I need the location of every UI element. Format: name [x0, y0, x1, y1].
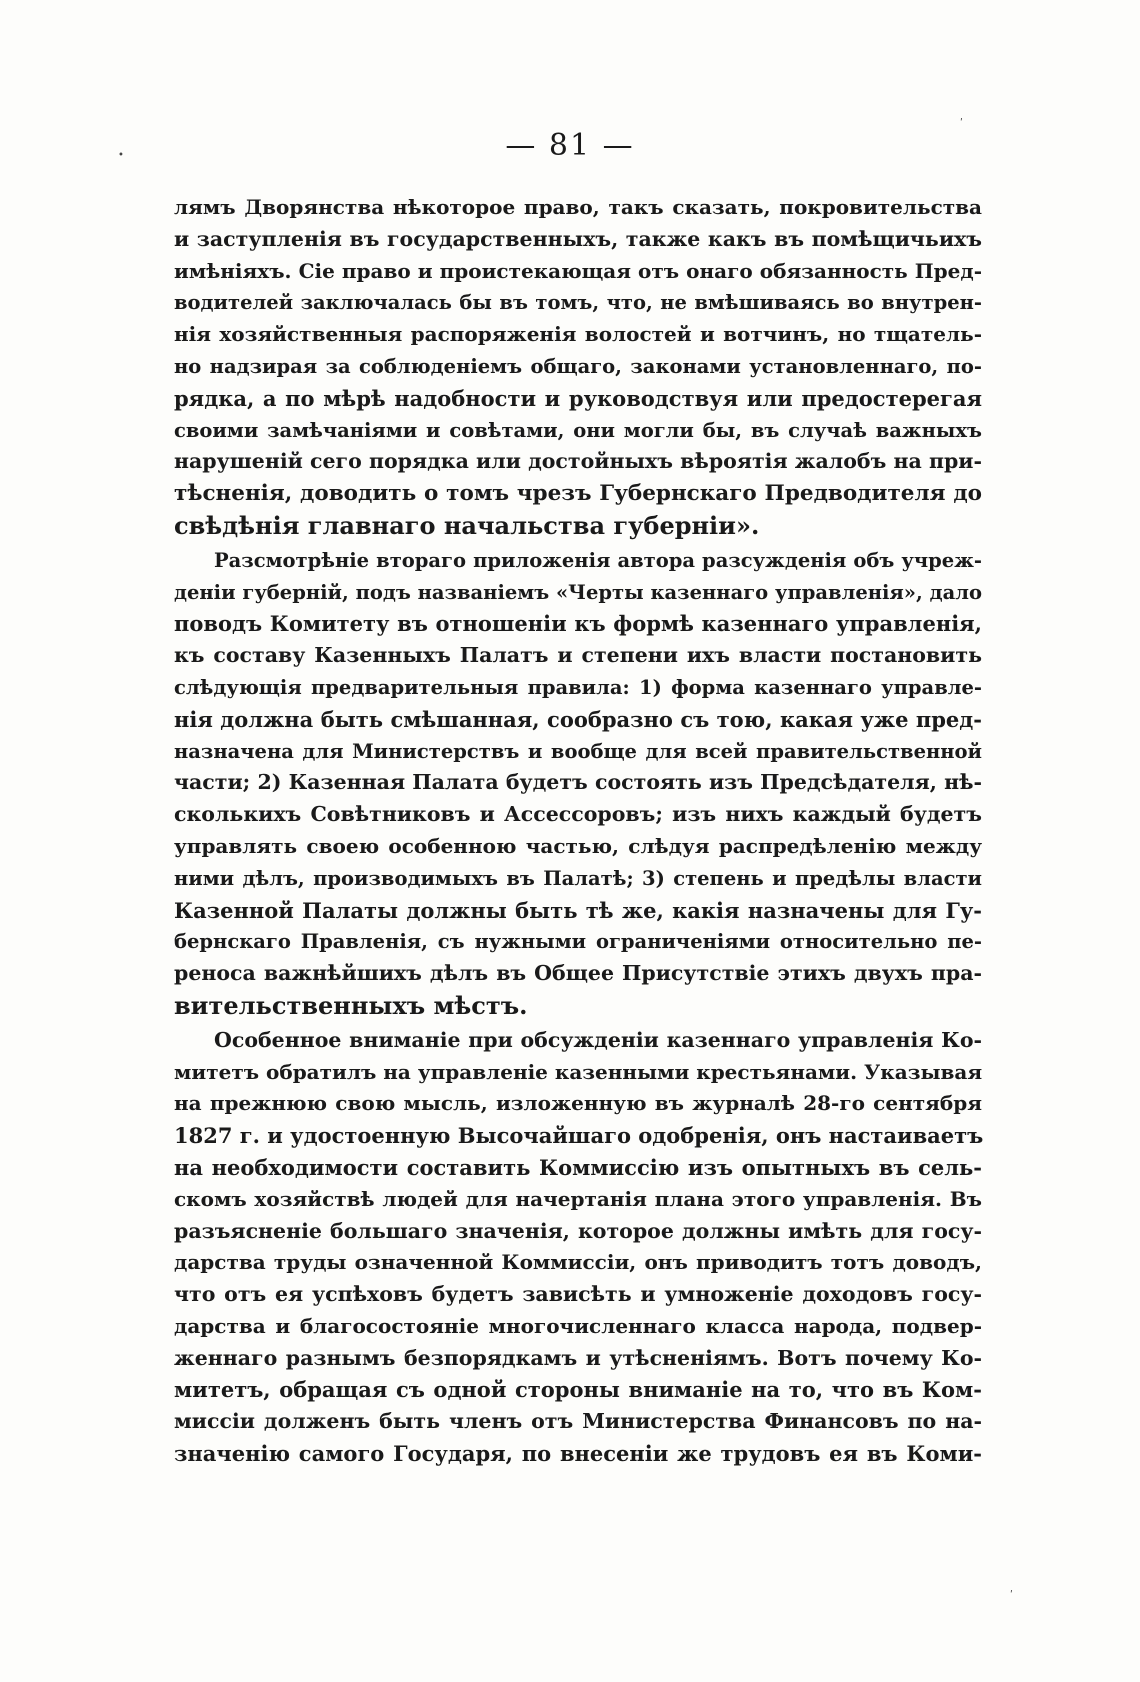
text-line: и заступленія въ государственныхъ, также какъ въ помѣщичьихъ — [174, 226, 982, 251]
text-line: нарушеній сего порядка или достойныхъ вѣроятія жалобъ на при- — [174, 449, 982, 474]
text-line: значенію самого Государя, по внесеніи же трудовъ ея въ Коми- — [174, 1441, 982, 1467]
text-line: дарства труды означенной Коммиссіи, онъ приводитъ тотъ доводъ, — [174, 1250, 982, 1275]
text-line: разъясненіе большаго значенія, которое должны имѣть для госу- — [174, 1218, 982, 1243]
text-line: миссіи долженъ быть членъ отъ Министерства Финансовъ по на- — [174, 1409, 982, 1434]
text-line: дарства и благосостояніе многочисленнаго класса народа, подвер- — [174, 1313, 982, 1338]
text-line: лямъ Дворянства нѣкоторое право, такъ сказать, покровительства — [174, 195, 982, 219]
text-line: водителей заключалась бы въ томъ, что, не вмѣшиваясь во внутрен- — [174, 291, 982, 315]
text-line: женнаго разнымъ безпорядкамъ и утѣсненіямъ. Вотъ почему Ко- — [174, 1345, 982, 1370]
text-line: митетъ обратилъ на управленіе казенными крестьянами. Указывая — [174, 1059, 983, 1084]
text-line: вительственныхъ мѣстъ. — [174, 990, 528, 1020]
text-line: Особенное вниманіе при обсужденіи казеннаго управленія Ко- — [214, 1027, 982, 1052]
text-line: но надзирая за соблюденіемъ общаго, законами установленнаго, по- — [174, 354, 982, 378]
text-line: реноса важнѣйшихъ дѣлъ въ Общее Присутствіе этихъ двухъ пра- — [174, 961, 982, 986]
text-line: нія должна быть смѣшанная, сообразно съ тою, какая уже пред- — [174, 706, 982, 732]
text-line: поводъ Комитету въ отношеніи къ формѣ казеннаго управленія, — [174, 611, 982, 637]
text-line: 1827 г. и удостоенную Высочайшаго одобренія, онъ настаиваетъ — [174, 1123, 984, 1149]
text-line: назначена для Министерствъ и вообще для всей правительственной — [174, 739, 982, 763]
paragraph-2 — [174, 545, 982, 1022]
text-line: ними дѣлъ, производимыхъ въ Палатѣ; 3) степень и предѣлы власти — [174, 866, 982, 890]
text-line: бернскаго Правленія, съ нужными ограниченіями относительно пе- — [174, 930, 982, 954]
text-line: что отъ ея успѣховъ будетъ зависѣть и умноженіе доходовъ госу- — [174, 1282, 982, 1307]
text-line: деніи губерній, подъ названіемъ «Черты казеннаго управленія», дало — [174, 580, 982, 604]
text-line: слѣдующія предварительныя правила: 1) форма казеннаго управле- — [174, 675, 982, 699]
paragraph-3 — [174, 1025, 982, 1470]
body-text — [174, 192, 982, 1470]
text-line: Казенной Палаты должны быть тѣ же, какія назначены для Гу- — [174, 897, 982, 923]
text-line: Разсмотрѣніе втораго приложенія автора разсужденія объ учреж- — [214, 548, 982, 572]
text-line: къ составу Казенныхъ Палатъ и степени ихъ власти постановить — [174, 643, 982, 668]
text-line: тѣсненія, доводить о томъ чрезъ Губернскаго Предводителя до — [174, 481, 982, 507]
scan-speck: ʹ — [1010, 1590, 1013, 1601]
text-line: своими замѣчаніями и совѣтами, они могли бы, въ случаѣ важныхъ — [174, 418, 982, 442]
text-line: скомъ хозяйствѣ людей для начертанія плана этого управленія. Въ — [174, 1186, 982, 1211]
text-line: управлять своею особенною частью, слѣдуя распредѣленію между — [174, 833, 982, 858]
text-line: на прежнюю свою мысль, изложенную въ журналѣ 28-го сентября — [174, 1091, 982, 1116]
text-line: нія хозяйственныя распоряженія волостей и вотчинъ, но тщатель- — [174, 322, 982, 347]
text-line: имѣніяхъ. Сіе право и проистекающая отъ онаго обязанность Пред- — [174, 258, 982, 283]
scan-speck: ʹ — [960, 118, 963, 129]
text-line: части; 2) Казенная Палата будетъ состоять изъ Предсѣдателя, нѣ- — [174, 770, 982, 795]
text-line: свѣдѣнія главнаго начальства губерніи». — [174, 510, 760, 540]
text-line: сколькихъ Совѣтниковъ и Ассессоровъ; изъ нихъ каждый будетъ — [174, 802, 982, 827]
page-number: — 81 — — [505, 128, 635, 163]
text-line: митетъ, обращая съ одной стороны вниманіе на то, что въ Ком- — [174, 1377, 982, 1403]
scan-speck: • — [118, 150, 124, 161]
text-line: на необходимости составить Коммиссію изъ опытныхъ въ сель- — [174, 1154, 982, 1180]
text-line: рядка, а по мѣрѣ надобности и руководствуя или предостерегая — [174, 385, 982, 411]
paragraph-1 — [174, 192, 982, 542]
